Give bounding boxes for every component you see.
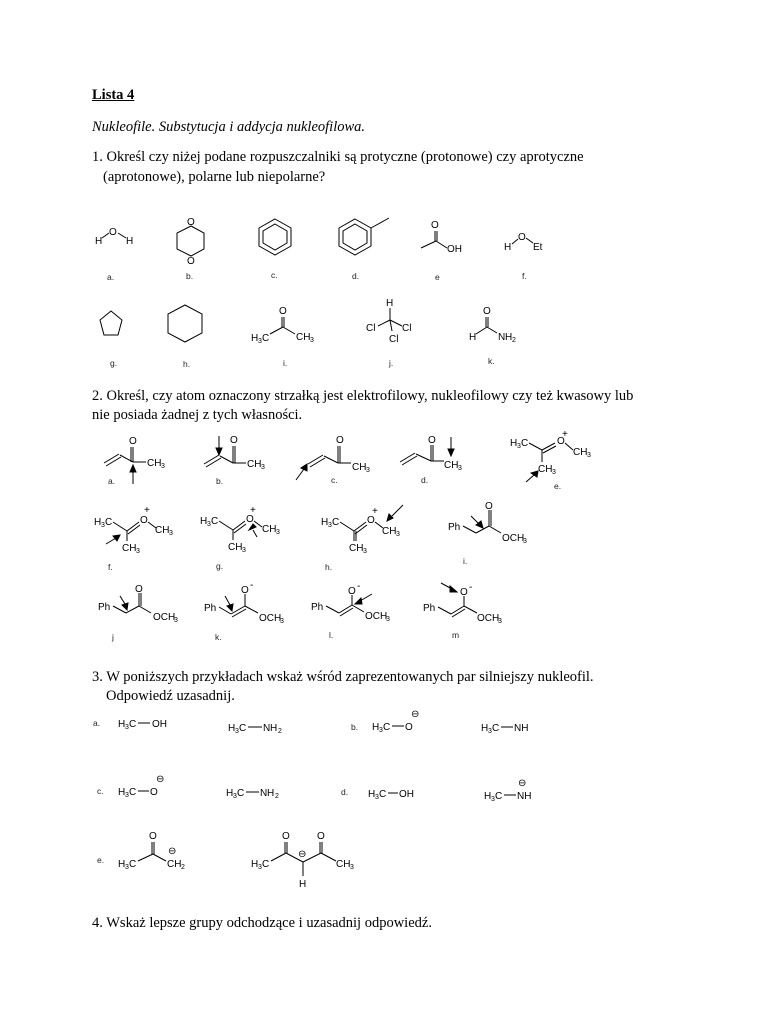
subscript: 3 (125, 724, 129, 731)
atom-label: O (282, 831, 290, 842)
atom-label: O (187, 217, 195, 228)
charge-label: ⊖ (298, 849, 307, 860)
q2-label-b: b. (216, 476, 224, 486)
atom-label: Et (533, 242, 543, 253)
atom-label: C (239, 723, 247, 734)
q2-structure-l (311, 581, 390, 623)
atom-label: H (126, 236, 134, 247)
subscript: 3 (242, 547, 246, 554)
atom-label: H (94, 517, 102, 528)
q1-structure-ethanol (504, 232, 543, 253)
atom-label: H (505, 332, 513, 343)
atom-label: N (260, 788, 268, 799)
subscript: 3 (233, 793, 237, 800)
atom-label: C (332, 517, 340, 528)
subscript: 3 (125, 864, 129, 871)
q2-label-e: e. (554, 481, 562, 491)
atom-label: O (348, 586, 356, 597)
q1-label-a: a. (107, 272, 115, 282)
q3-a-methanol (118, 719, 167, 731)
charge-label: - (469, 582, 473, 593)
subscript: 3 (161, 463, 165, 470)
atom-label: C (495, 791, 503, 802)
question-3-line-2: Odpowiedź uzasadnij. (106, 688, 235, 704)
q2-structure-i (448, 501, 527, 545)
q1-label-f: f. (522, 271, 527, 281)
atom-label: H (118, 859, 126, 870)
atom-label: H (95, 236, 103, 247)
charge-label: ⊖ (411, 709, 420, 720)
atom-label: H (251, 333, 259, 344)
atom-label: H (200, 516, 208, 527)
atom-label: OCH (153, 612, 176, 623)
atom-label: H (226, 788, 234, 799)
atom-label: O (483, 306, 491, 317)
charge-label: + (562, 429, 568, 440)
q2-label-k: k. (215, 632, 222, 642)
q3-label-b: b. (351, 722, 359, 732)
q2-structure-c (296, 435, 370, 480)
atom-label: O (428, 435, 436, 446)
atom-label: C (521, 438, 529, 449)
atom-label: C (492, 723, 500, 734)
q2-structure-f (94, 505, 173, 555)
atom-label: C (237, 788, 245, 799)
q1-structure-acetic-acid (421, 220, 462, 255)
subscript: 3 (379, 727, 383, 734)
atom-label: OH (152, 719, 167, 730)
subscript: 3 (488, 728, 492, 735)
subscript: 3 (491, 796, 495, 803)
atom-label: H (267, 788, 275, 799)
q1-label-h: h. (183, 359, 191, 369)
question-1-line-2: (aprotonowe), polarne lub niepolarne? (103, 169, 326, 185)
subscript: 3 (587, 452, 591, 459)
q1-structure-chloroform (366, 298, 411, 345)
q2-label-g: g. (216, 561, 224, 571)
q1-structure-cyclohexane (168, 305, 202, 342)
atom-label: CH (167, 859, 182, 870)
atom-label: CH (155, 525, 170, 536)
atom-label: C (379, 789, 387, 800)
atom-label: Cl (402, 323, 412, 334)
q2-label-m: m (452, 630, 460, 640)
atom-label: O (149, 831, 157, 842)
atom-label: O (557, 436, 565, 447)
q3-label-e: e. (97, 855, 105, 865)
atom-label: Ph (204, 603, 217, 614)
subscript: 2 (278, 728, 282, 735)
subscript: 2 (275, 793, 279, 800)
atom-label: O (140, 515, 148, 526)
q3-b-methoxide (372, 709, 419, 734)
q2-structure-m (423, 582, 502, 625)
question-2-line-2: nie posiada żadnej z tych własności. (92, 407, 303, 423)
q2-structure-b (204, 435, 265, 471)
q2-label-a: a. (108, 476, 116, 486)
atom-label: OCH (365, 611, 388, 622)
q2-label-l: l. (329, 630, 334, 640)
atom-label: O (518, 232, 526, 243)
atom-label: H (504, 242, 512, 253)
q2-label-i: i. (463, 556, 468, 566)
atom-label: O (279, 306, 287, 317)
atom-label: N (498, 332, 506, 343)
subscript: 3 (375, 794, 379, 801)
atom-label: Cl (389, 334, 399, 345)
subscript: 3 (350, 864, 354, 871)
q3-d-methylamide (484, 778, 531, 803)
atom-label: Cl (366, 323, 376, 334)
atom-label: H (321, 517, 329, 528)
charge-label: + (144, 505, 150, 516)
atom-label: H (484, 791, 492, 802)
subscript: 3 (366, 467, 370, 474)
q2-structure-h (321, 505, 403, 555)
atom-label: C (211, 516, 219, 527)
atom-label: O (336, 435, 344, 446)
atom-label: O (150, 787, 158, 798)
q3-b-methylamide (481, 723, 528, 735)
atom-label: CH (262, 524, 277, 535)
q1-label-k: k. (488, 356, 495, 366)
atom-label: CH (444, 460, 459, 471)
atom-label: Ph (448, 522, 461, 533)
charge-label: - (357, 581, 361, 592)
q2-structure-d (400, 435, 462, 472)
charge-label: ⊖ (168, 846, 177, 857)
q3-c-methoxide (118, 774, 164, 799)
atom-label: Ph (98, 602, 111, 613)
charge-label: ⊖ (518, 778, 527, 789)
q3-e-acetone-enolate (118, 831, 185, 871)
charge-label: + (372, 506, 378, 517)
q3-label-c: c. (97, 786, 104, 796)
atom-label: O (246, 514, 254, 525)
subscript: 3 (498, 618, 502, 625)
q3-a-methylamine (228, 723, 282, 735)
atom-label: H (510, 438, 518, 449)
atom-label: O (109, 227, 117, 238)
question-2-line-1: 2. Określ, czy atom oznaczony strzałką jest elektrofilowy, nukleofilowy czy też kwasowy lub (92, 388, 634, 404)
atom-label: H (368, 789, 376, 800)
atom-label: Ph (423, 603, 436, 614)
atom-label: C (105, 517, 113, 528)
q1-structure-acetone (251, 306, 314, 345)
subscript: 3 (235, 728, 239, 735)
subscript: 3 (261, 464, 265, 471)
atom-label: N (263, 723, 271, 734)
atom-label: H (372, 722, 380, 733)
atom-label: CH (352, 462, 367, 473)
atom-label: C (129, 719, 137, 730)
q1-label-e: e (435, 272, 440, 282)
atom-label: H (118, 719, 126, 730)
subscript: 3 (101, 522, 105, 529)
question-3-line-1: 3. W poniższych przykładach wskaż wśród zaprezentowanych par silniejszy nukleofil. (92, 669, 594, 685)
atom-label: C (383, 722, 391, 733)
subscript: 3 (207, 521, 211, 528)
subscript: 2 (181, 864, 185, 871)
q3-label-a: a. (93, 718, 101, 728)
q1-structure-benzene (259, 219, 291, 255)
atom-label: H (386, 298, 394, 309)
atom-label: O (460, 587, 468, 598)
q1-structure-toluene (339, 218, 389, 255)
subscript: 3 (523, 538, 527, 545)
atom-label: H (469, 332, 477, 343)
subscript: 3 (310, 337, 314, 344)
q1-label-d: d. (352, 271, 360, 281)
atom-label: NH (514, 723, 529, 734)
atom-label: O (135, 584, 143, 595)
q1-label-j: j. (389, 358, 394, 368)
subscript: 3 (328, 522, 332, 529)
q2-label-h: h. (325, 562, 333, 572)
atom-label: C (129, 859, 137, 870)
atom-label: OH (447, 244, 462, 255)
q1-structure-thf (100, 311, 122, 335)
subscript: 3 (174, 617, 178, 624)
q2-structure-j (98, 584, 178, 624)
subscript: 3 (458, 465, 462, 472)
subscript: 3 (258, 864, 262, 871)
q1-structure-water (95, 227, 133, 247)
atom-label: CH (147, 458, 162, 469)
atom-label: O (230, 435, 238, 446)
atom-label: CH (349, 543, 364, 554)
page-subtitle: Nukleofile. Substytucja i addycja nukleofilowa. (92, 119, 366, 135)
atom-label: CH (538, 464, 553, 475)
atom-label: H (228, 723, 236, 734)
atom-label: CH (573, 447, 588, 458)
q1-structure-formamide (469, 306, 516, 344)
subscript: 3 (517, 443, 521, 450)
subscript: 3 (276, 529, 280, 536)
charge-label: + (250, 505, 256, 516)
q1-label-b: b. (186, 271, 194, 281)
atom-label: H (270, 723, 278, 734)
q1-label-c: c. (271, 270, 278, 280)
atom-label: CH (296, 332, 311, 343)
atom-label: Ph (311, 602, 324, 613)
subscript: 3 (552, 469, 556, 476)
q2-label-f: f. (108, 562, 113, 572)
atom-label: C (262, 859, 270, 870)
q2-label-j: j (112, 632, 114, 642)
atom-label: OCH (502, 533, 525, 544)
atom-label: OCH (477, 613, 500, 624)
q2-structure-e (510, 429, 591, 482)
atom-label: C (262, 333, 270, 344)
subscript: 3 (396, 531, 400, 538)
atom-label: O (485, 501, 493, 512)
q2-structure-k (204, 580, 284, 625)
atom-label: CH (228, 542, 243, 553)
q2-label-d: d. (421, 475, 429, 485)
q3-label-d: d. (341, 787, 349, 797)
question-4-line-1: 4. Wskaż lepsze grupy odchodzące i uzasadnij odpowiedź. (92, 915, 432, 931)
atom-label: O (431, 220, 439, 231)
q3-c-methylamine (226, 788, 279, 800)
charge-label: - (250, 580, 254, 591)
atom-label: H (481, 723, 489, 734)
atom-label: O (241, 585, 249, 596)
q1-label-g: g. (110, 358, 118, 368)
atom-label: CH (382, 526, 397, 537)
subscript: 2 (512, 337, 516, 344)
q3-d-methanol (368, 789, 414, 801)
atom-label: O (367, 515, 375, 526)
subscript: 3 (386, 616, 390, 623)
atom-label: O (129, 436, 137, 447)
atom-label: O (317, 831, 325, 842)
q3-e-acetylacetonate (251, 831, 354, 890)
atom-label: H (251, 859, 259, 870)
subscript: 3 (363, 548, 367, 555)
question-1-line-1: 1. Określ czy niżej podane rozpuszczalniki są protyczne (protonowe) czy aprotyczne (92, 149, 584, 165)
atom-label: CH (122, 543, 137, 554)
atom-label: CH (336, 859, 351, 870)
q2-structure-g (200, 505, 280, 554)
subscript: 3 (258, 338, 262, 345)
charge-label: ⊖ (156, 774, 165, 785)
atom-label: H (118, 787, 126, 798)
atom-label: C (129, 787, 137, 798)
subscript: 3 (125, 792, 129, 799)
atom-label: OH (399, 789, 414, 800)
q2-label-c: c. (331, 475, 338, 485)
atom-label: CH (247, 459, 262, 470)
atom-label: H (299, 879, 307, 890)
q1-label-i: i. (283, 358, 288, 368)
atom-label: NH (517, 791, 532, 802)
subscript: 3 (169, 530, 173, 537)
atom-label: O (405, 722, 413, 733)
atom-label: O (187, 256, 195, 267)
subscript: 3 (136, 548, 140, 555)
atom-label: OCH (259, 613, 282, 624)
q1-structure-dioxane (177, 217, 204, 267)
page-title: Lista 4 (92, 87, 135, 103)
subscript: 3 (280, 618, 284, 625)
